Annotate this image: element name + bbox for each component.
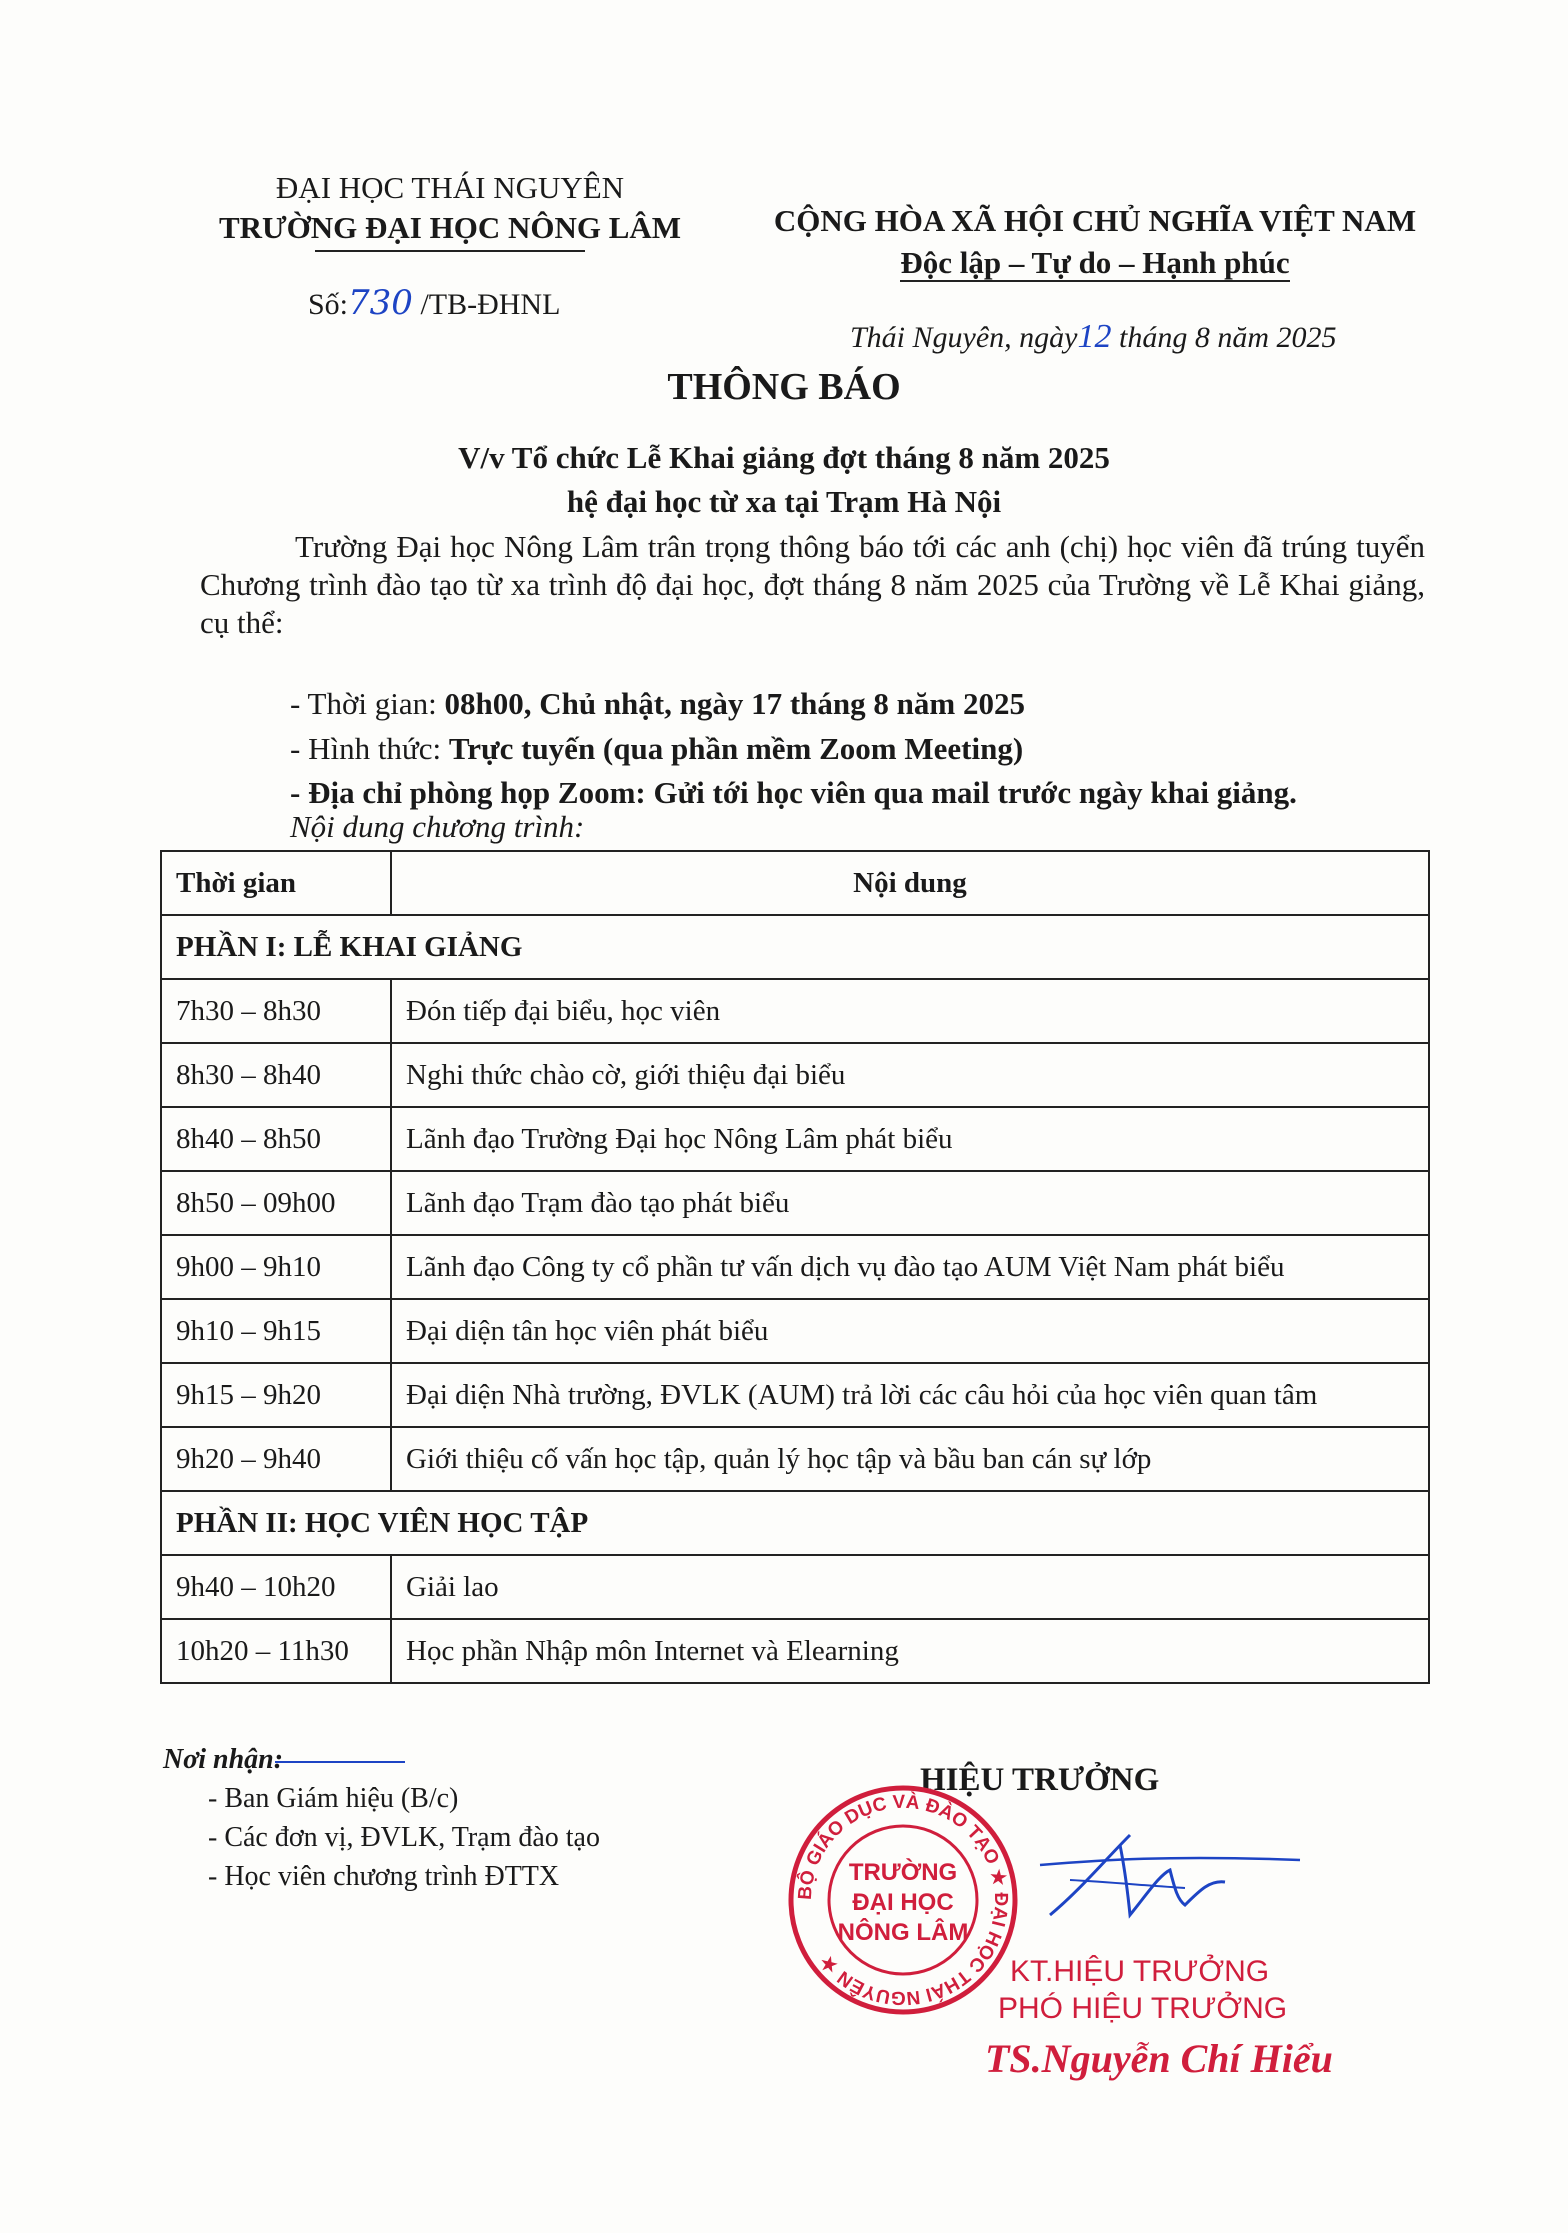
deputy-line-2: PHÓ HIỆU TRƯỞNG bbox=[998, 1992, 1288, 2025]
signer-name: TS.Nguyễn Chí Hiểu bbox=[985, 2036, 1333, 2081]
table-row bbox=[161, 1363, 1429, 1427]
row-time: 9h20 – 9h40 bbox=[161, 1427, 391, 1491]
issuer-block bbox=[200, 168, 700, 252]
document-title: THÔNG BÁO bbox=[667, 366, 901, 408]
row-time: 10h20 – 11h30 bbox=[161, 1619, 391, 1683]
header-content: Nội dung bbox=[391, 851, 1429, 915]
table-row bbox=[161, 1235, 1429, 1299]
form-value: Trực tuyến (qua phần mềm Zoom Meeting) bbox=[448, 731, 1024, 766]
program-label: Nội dung chương trình: bbox=[290, 809, 585, 844]
issuer-name: TRƯỜNG ĐẠI HỌC NÔNG LÂM bbox=[218, 210, 682, 245]
intro-text: Trường Đại học Nông Lâm trân trọng thông báo tới các anh (chị) học viên đã trúng tuyển Chương trình đào tạo từ xa trình độ đại học, đợt tháng 8 năm 2025 của Trường về Lễ Khai giảng, cụ thể: bbox=[200, 529, 1425, 640]
official-seal bbox=[783, 1780, 1023, 2025]
row-time: 8h50 – 09h00 bbox=[161, 1171, 391, 1235]
row-content: Giới thiệu cố vấn học tập, quản lý học tập và bầu ban cán sự lớp bbox=[391, 1427, 1429, 1491]
table-row bbox=[161, 1555, 1429, 1619]
row-content: Đại diện Nhà trường, ĐVLK (AUM) trả lời các câu hỏi của học viên quan tâm bbox=[391, 1363, 1429, 1427]
seal-ring-text: BỘ GIÁO DỤC VÀ ĐÀO TẠO ★ ĐẠI HỌC THÁI NGUYÊN ★ bbox=[794, 1791, 1012, 2009]
row-time: 9h00 – 9h10 bbox=[161, 1235, 391, 1299]
seal-line-1: TRƯỜNG bbox=[848, 1859, 958, 1886]
date-day-handwritten: 12 bbox=[1077, 318, 1112, 355]
detail-time bbox=[290, 686, 1025, 722]
time-label: - Thời gian: bbox=[290, 686, 445, 721]
seal-line-3: NÔNG LÂM bbox=[837, 1919, 969, 1946]
table-header-row bbox=[161, 851, 1429, 915]
number-handwritten: 730 bbox=[348, 283, 413, 323]
issuer-parent: ĐẠI HỌC THÁI NGUYÊN bbox=[275, 170, 625, 205]
national-motto: Độc lập – Tự do – Hạnh phúc bbox=[900, 245, 1290, 280]
recipient-item: - Các đơn vị, ĐVLK, Trạm đào tạo bbox=[208, 1822, 600, 1853]
number-prefix: Số: bbox=[308, 288, 349, 321]
table-row bbox=[161, 979, 1429, 1043]
row-content: Lãnh đạo Trường Đại học Nông Lâm phát biểu bbox=[391, 1107, 1429, 1171]
seal-line-2: ĐẠI HỌC bbox=[852, 1889, 954, 1916]
row-time: 9h15 – 9h20 bbox=[161, 1363, 391, 1427]
row-content: Đại diện tân học viên phát biểu bbox=[391, 1299, 1429, 1363]
date-suffix: tháng 8 năm 2025 bbox=[1111, 321, 1337, 354]
section-row bbox=[161, 1491, 1429, 1555]
table-row bbox=[161, 1043, 1429, 1107]
recipient-item: - Học viên chương trình ĐTTX bbox=[208, 1861, 560, 1892]
national-header bbox=[745, 200, 1445, 284]
recipients-pen-stroke bbox=[275, 1761, 405, 1763]
row-time: 8h30 – 8h40 bbox=[161, 1043, 391, 1107]
document-subject bbox=[0, 436, 1568, 524]
section-2-title: PHẦN II: HỌC VIÊN HỌC TẬP bbox=[161, 1491, 1429, 1555]
section-row bbox=[161, 915, 1429, 979]
number-suffix: /TB-ĐHNL bbox=[412, 288, 561, 321]
row-time: 9h40 – 10h20 bbox=[161, 1555, 391, 1619]
row-content: Đón tiếp đại biểu, học viên bbox=[391, 979, 1429, 1043]
row-content: Học phần Nhập môn Internet và Elearning bbox=[391, 1619, 1429, 1683]
row-content: Nghi thức chào cờ, giới thiệu đại biểu bbox=[391, 1043, 1429, 1107]
row-time: 9h10 – 9h15 bbox=[161, 1299, 391, 1363]
recipient-item: - Ban Giám hiệu (B/c) bbox=[208, 1783, 459, 1814]
time-value: 08h00, Chủ nhật, ngày 17 tháng 8 năm 2025 bbox=[444, 686, 1025, 721]
country-name: CỘNG HÒA XÃ HỘI CHỦ NGHĨA VIỆT NAM bbox=[773, 203, 1417, 238]
row-content: Lãnh đạo Công ty cổ phần tư vấn dịch vụ đào tạo AUM Việt Nam phát biểu bbox=[391, 1235, 1429, 1299]
detail-address: - Địa chỉ phòng họp Zoom: Gửi tới học viên qua mail trước ngày khai giảng. bbox=[290, 775, 1297, 810]
table-row bbox=[161, 1427, 1429, 1491]
row-time: 7h30 – 8h30 bbox=[161, 979, 391, 1043]
row-time: 8h40 – 8h50 bbox=[161, 1107, 391, 1171]
schedule-table bbox=[160, 850, 1430, 1684]
recipients-label: Nơi nhận: bbox=[163, 1744, 284, 1775]
header-time: Thời gian bbox=[161, 851, 391, 915]
table-row bbox=[161, 1619, 1429, 1683]
issuer-underline bbox=[315, 250, 585, 252]
intro-paragraph bbox=[200, 528, 1425, 642]
row-content: Giải lao bbox=[391, 1555, 1429, 1619]
place-date bbox=[850, 318, 1336, 356]
subject-line-1: V/v Tổ chức Lễ Khai giảng đợt tháng 8 năm 2025 bbox=[458, 440, 1110, 475]
row-content: Lãnh đạo Trạm đào tạo phát biểu bbox=[391, 1171, 1429, 1235]
signer-title: HIỆU TRƯỞNG bbox=[920, 1762, 1160, 1798]
recipients-block bbox=[163, 1740, 600, 1896]
subject-line-2: hệ đại học từ xa tại Trạm Hà Nội bbox=[566, 484, 1002, 519]
detail-form bbox=[290, 731, 1023, 767]
section-1-title: PHẦN I: LỄ KHAI GIẢNG bbox=[161, 915, 1429, 979]
deputy-line-1: KT.HIỆU TRƯỞNG bbox=[1010, 1955, 1270, 1988]
date-prefix: Thái Nguyên, ngày bbox=[850, 321, 1078, 354]
handwritten-signature bbox=[1010, 1820, 1310, 1935]
table-row bbox=[161, 1171, 1429, 1235]
table-row bbox=[161, 1299, 1429, 1363]
document-number bbox=[308, 283, 560, 323]
form-label: - Hình thức: bbox=[290, 731, 449, 766]
table-row bbox=[161, 1107, 1429, 1171]
